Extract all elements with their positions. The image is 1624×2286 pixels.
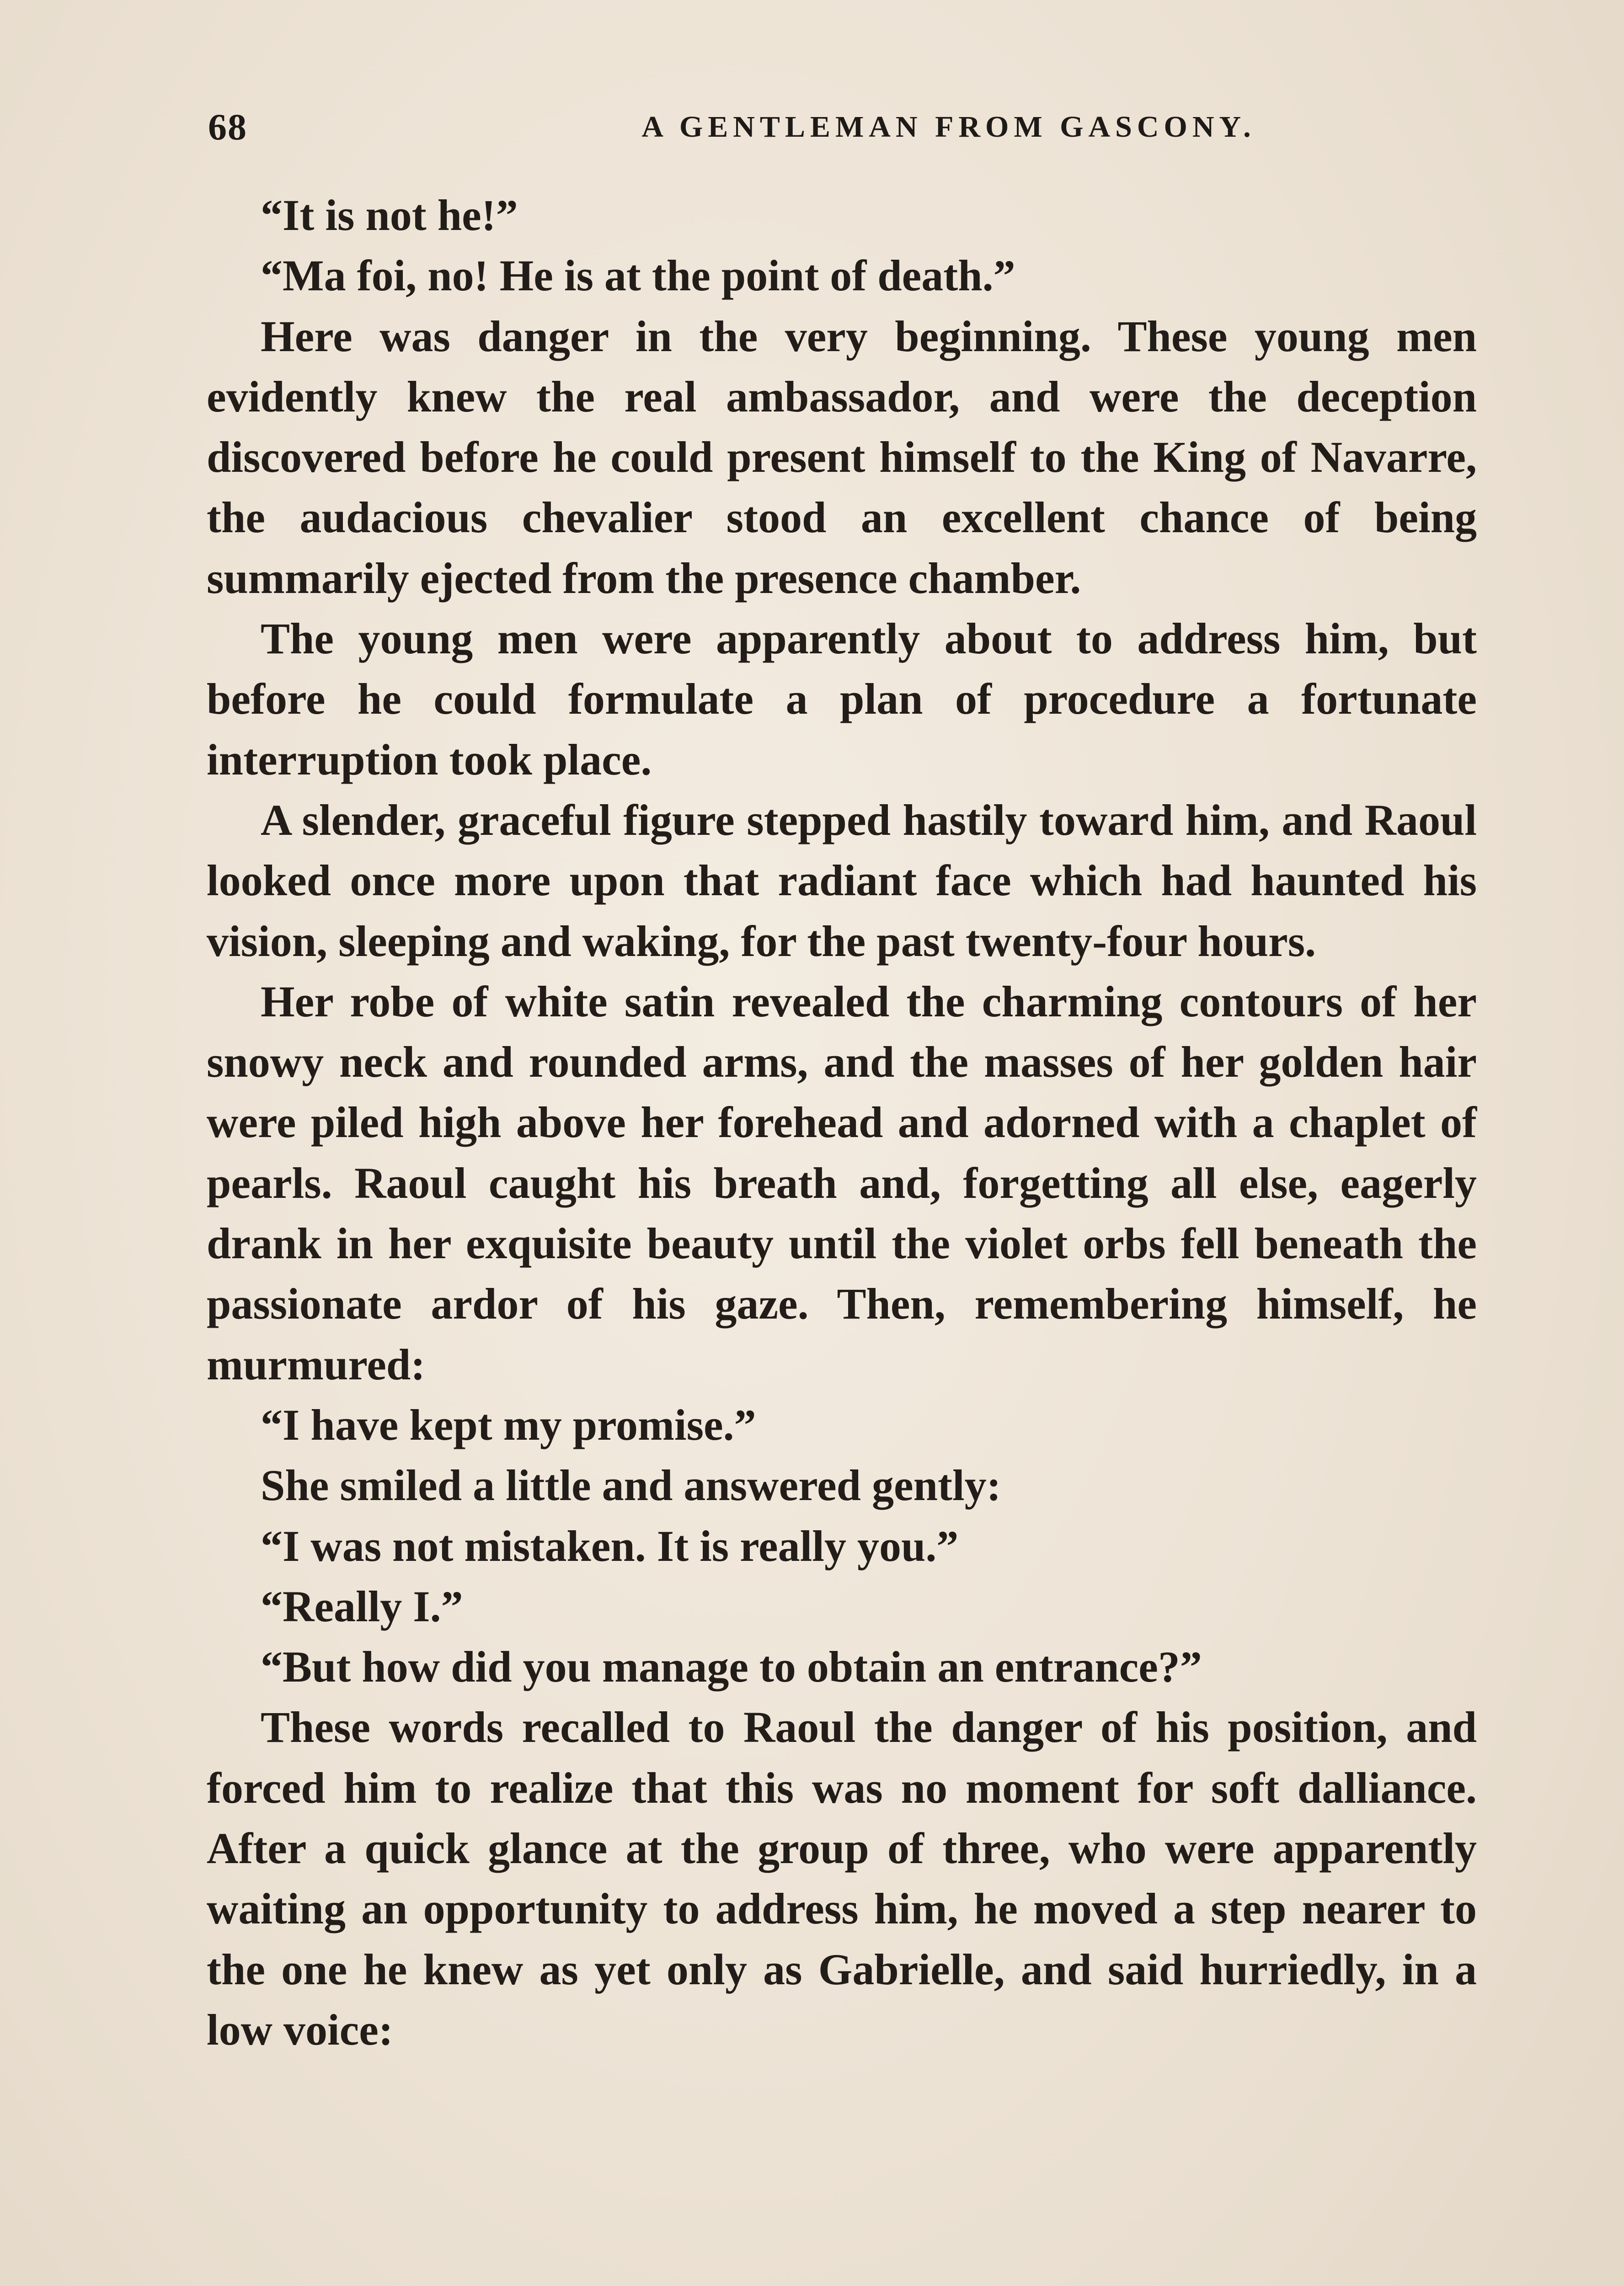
paragraph: A slender, graceful figure stepped hastily toward him, and Raoul looked once more upon that radiant face which had haunted his vision, sleeping and waking, for the past twenty-four hours. [207, 795, 1477, 966]
paragraph: “It is not he!” [261, 191, 518, 240]
paragraph: “I was not mistaken. It is really you.” [261, 1521, 959, 1570]
page-number: 68 [208, 106, 247, 148]
running-head: A GENTLEMAN FROM GASCONY. [641, 110, 1256, 144]
paragraph: “Really I.” [261, 1581, 463, 1631]
body-text [207, 185, 1477, 2060]
paragraph: Her robe of white satin revealed the charming contours of her snowy neck and rounded arms, and the masses of her golden hair were piled high above her forehead and adorned with a chaplet of pearls. Raoul caught his breath and, forgetting all else, eagerly drank in her exquisite beauty until the violet orbs fell beneath the passionate ardor of his gaze. Then, remembering himself, he murmured: [207, 977, 1477, 1389]
paragraph: The young men were apparently about to address him, but before he could formulate a plan of procedure a fortunate interruption took place. [207, 614, 1477, 784]
paragraph: “I have kept my promise.” [261, 1400, 756, 1449]
paragraph: She smiled a little and answered gently: [261, 1461, 1001, 1510]
paragraph: “But how did you manage to obtain an entrance?” [261, 1642, 1202, 1692]
paragraph: Here was danger in the very beginning. These young men evidently knew the real ambassador, and were the deception discovered before he could present himself to the King of Navarre, the audacious chevalier stood an excellent chance of being summarily ejected from the presence chamber. [207, 311, 1477, 603]
paragraph: “Ma foi, no! He is at the point of death.” [261, 251, 1015, 300]
paragraph: These words recalled to Raoul the danger of his position, and forced him to realize that this was no moment for soft dalliance. After a quick glance at the group of three, who were apparently waiting an opportunity to address him, he moved a step nearer to the one he knew as yet only as Gabrielle, and said hurriedly, in a low voice: [207, 1703, 1477, 2054]
page-header [208, 100, 1477, 155]
